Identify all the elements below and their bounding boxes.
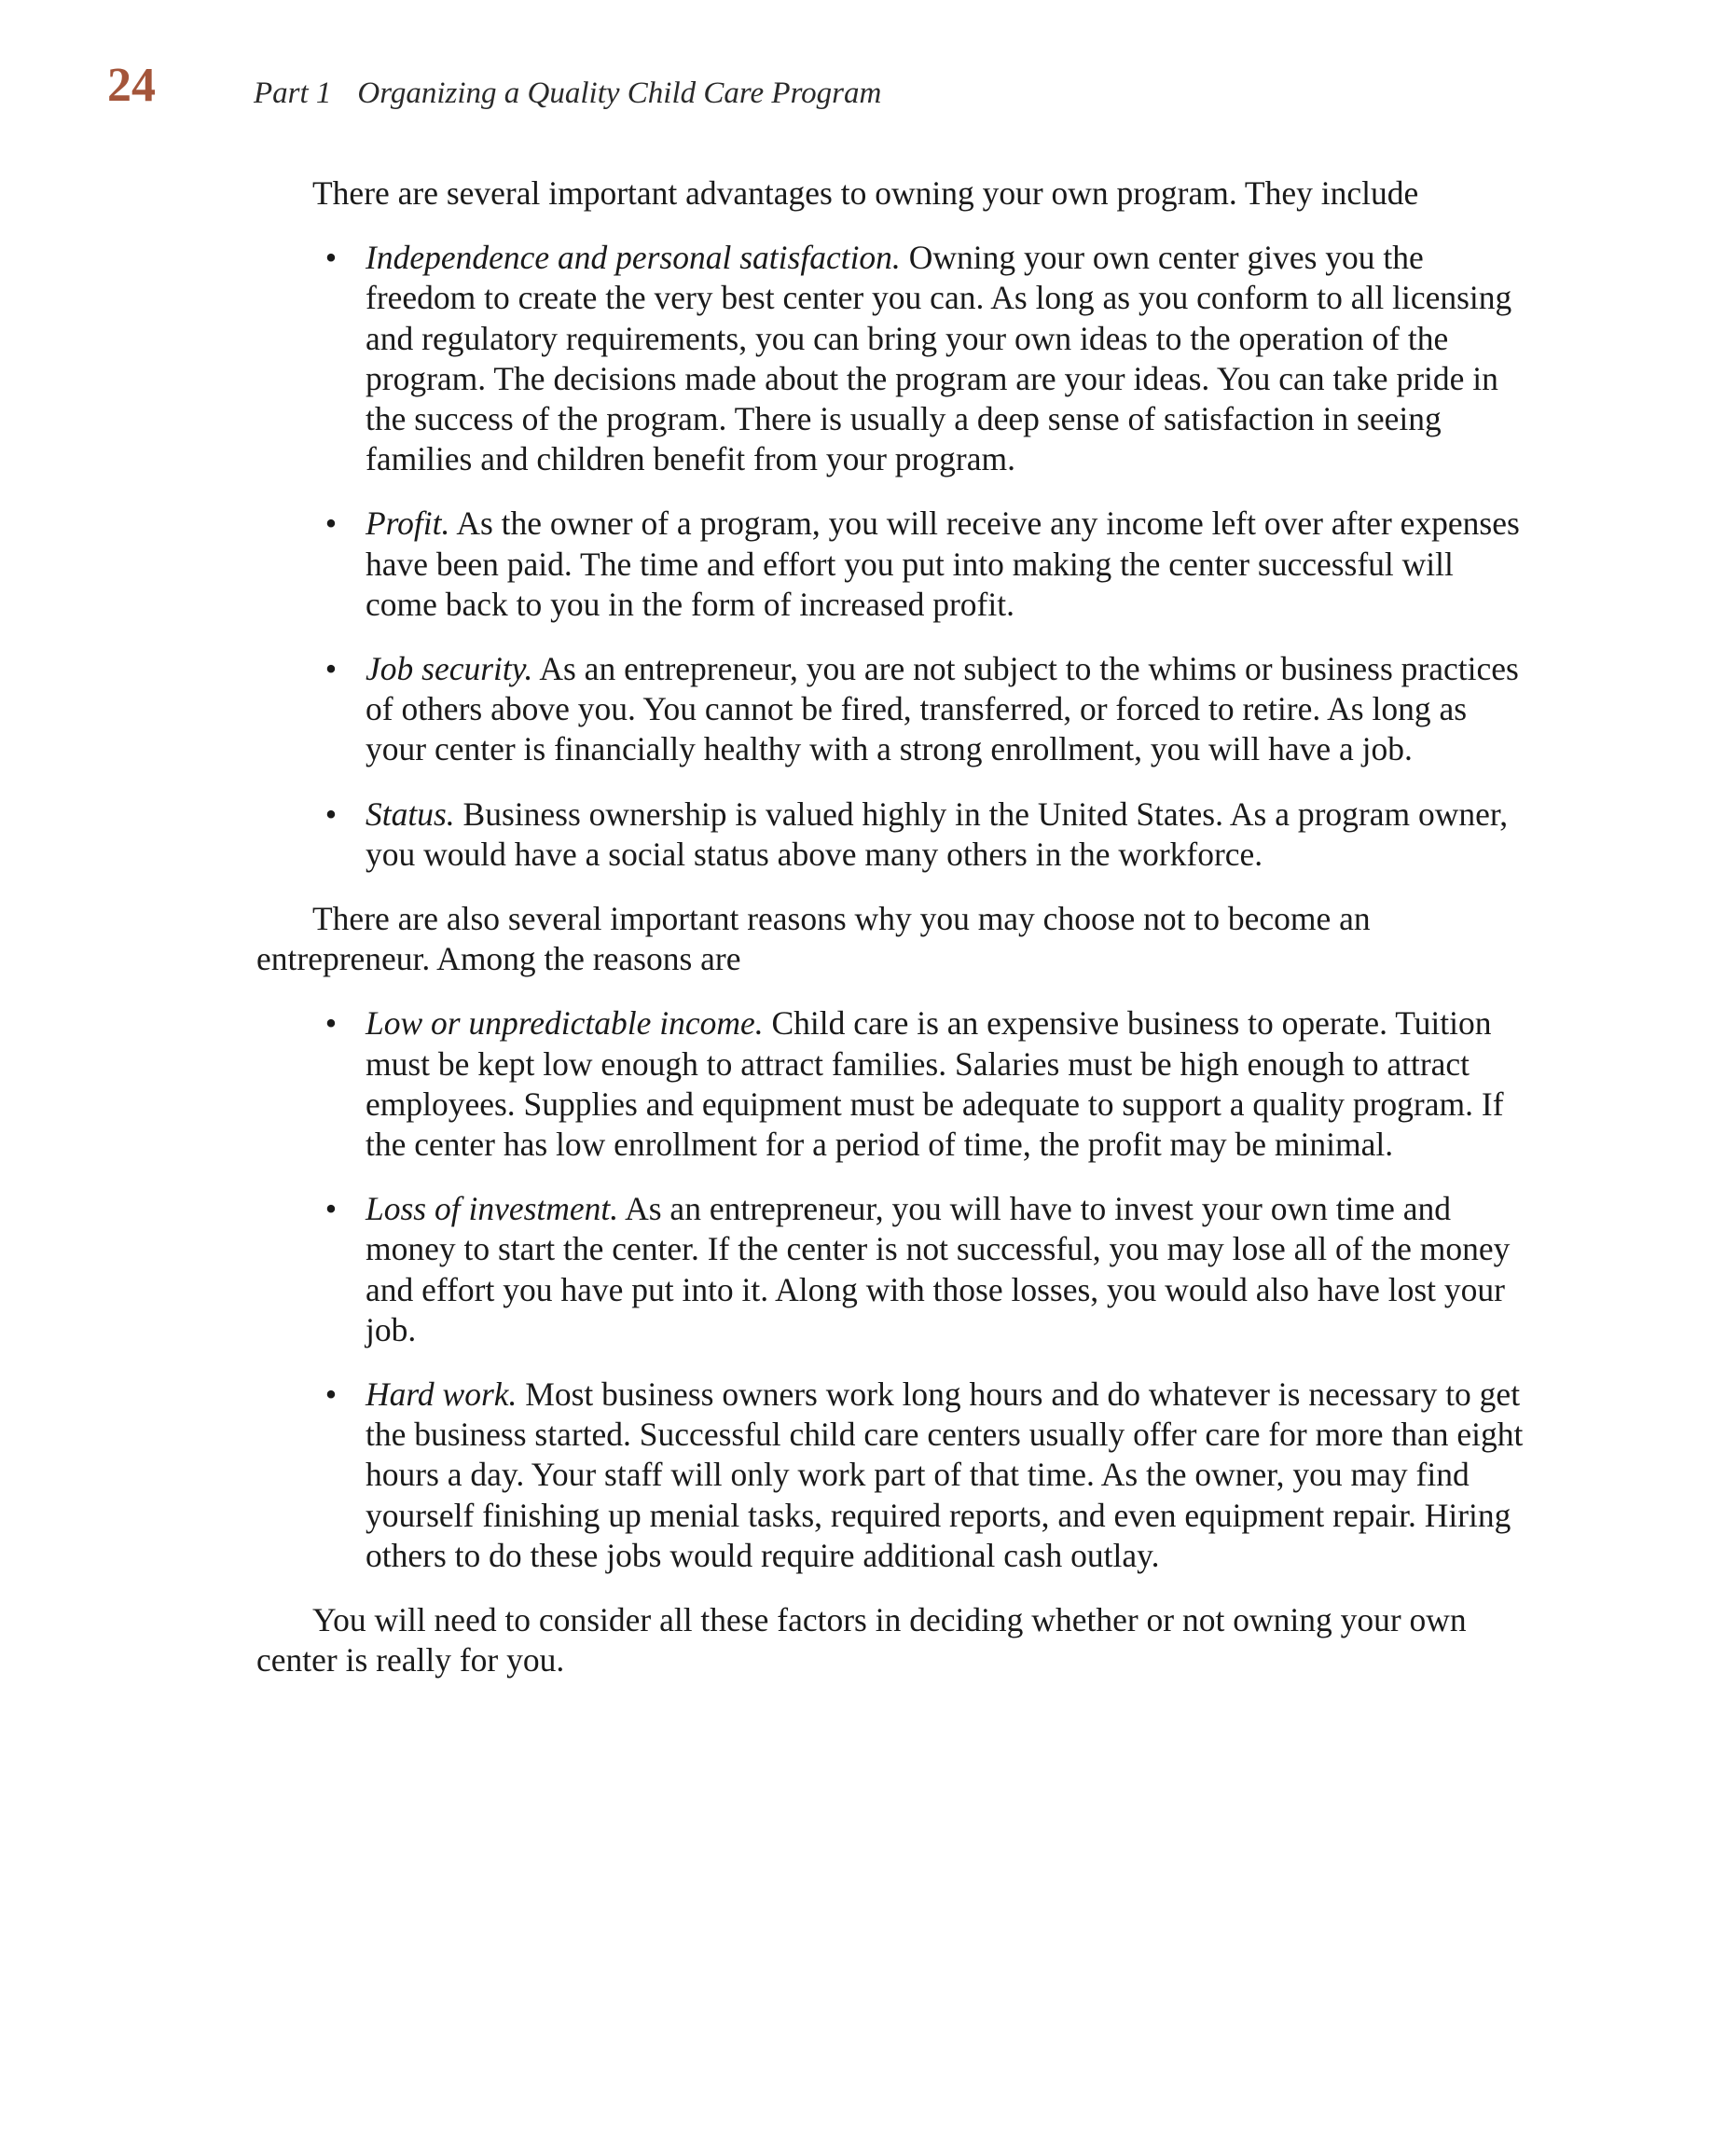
item-text: As an entrepreneur, you will have to invest your own time and money to start the center. If the center is not successful, you may lose all of the money and effort you have put into it. Along with those losses, you would also have lost your job. xyxy=(366,1190,1511,1348)
list-item xyxy=(256,649,1525,770)
item-text: Owning your own center gives you the freedom to create the very best center you can. As long as you conform to all licensing and regulatory requirements, you can bring your own ideas to the operation of the program. The decisions made about the program are your ideas. You can take pride in the success of the program. There is usually a deep sense of satisfaction in seeing families and children benefit from your program. xyxy=(366,239,1512,478)
running-head-part: Part 1 xyxy=(254,76,332,110)
list-item xyxy=(256,238,1525,479)
disadvantages-intro: There are also several important reasons why you may choose not to become an entrepreneur. Among the reasons are xyxy=(256,900,1371,978)
item-term: Job security. xyxy=(366,650,533,688)
closing-paragraph: You will need to consider all these factors in deciding whether or not owning your own center is really for you. xyxy=(256,1601,1467,1679)
bullet-icon: • xyxy=(324,795,338,833)
bullet-icon: • xyxy=(324,650,338,688)
bullet-icon: • xyxy=(324,1375,338,1414)
item-term: Profit. xyxy=(366,504,450,543)
disadvantages-list xyxy=(256,1003,1525,1576)
item-term: Low or unpredictable income. xyxy=(366,1004,764,1043)
bullet-icon: • xyxy=(324,504,338,543)
item-text: As an entrepreneur, you are not subject to the whims or business practices of others above you. You cannot be fired, transferred, or forced to retire. As long as your center is financially healthy with a strong enrollment, you will have a job. xyxy=(366,650,1519,768)
item-term: Independence and personal satisfaction. xyxy=(366,239,901,277)
item-term: Status. xyxy=(366,795,455,833)
body-text xyxy=(256,173,1525,1706)
list-item xyxy=(256,1189,1525,1350)
item-text: As the owner of a program, you will receive any income left over after expenses have been paid. The time and effort you put into making the center successful will come back to you in the form of increased profit. xyxy=(366,504,1520,623)
item-term: Hard work. xyxy=(366,1375,518,1414)
running-head xyxy=(254,78,881,109)
page-number: 24 xyxy=(107,59,156,112)
running-head-title: Organizing a Quality Child Care Program xyxy=(357,76,882,110)
item-term: Loss of investment. xyxy=(366,1190,619,1228)
bullet-icon: • xyxy=(324,239,338,277)
advantages-list xyxy=(256,238,1525,875)
item-text: Most business owners work long hours and do whatever is necessary to get the business started. Successful child care centers usually offer care for more than eight hours a day. Your staff will only work part of that time. As the owner, you may find yourself finishing up menial tasks, required reports, and even equipment repair. Hiring others to do these jobs would require additional cash outlay. xyxy=(366,1375,1524,1574)
bullet-icon: • xyxy=(324,1004,338,1043)
list-item xyxy=(256,504,1525,625)
list-item xyxy=(256,1003,1525,1165)
list-item xyxy=(256,795,1525,875)
bullet-icon: • xyxy=(324,1190,338,1228)
list-item xyxy=(256,1375,1525,1576)
advantages-intro: There are several important advantages to owning your own program. They include xyxy=(312,174,1419,212)
item-text: Business ownership is valued highly in the United States. As a program owner, you would have a social status above many others in the workforce. xyxy=(366,795,1509,873)
item-text: Child care is an expensive business to operate. Tuition must be kept low enough to attract families. Salaries must be high enough to attract employees. Supplies and equipment must be adequate to support a quality program. If the center has low enrollment for a period of time, the profit may be minimal. xyxy=(366,1004,1504,1164)
